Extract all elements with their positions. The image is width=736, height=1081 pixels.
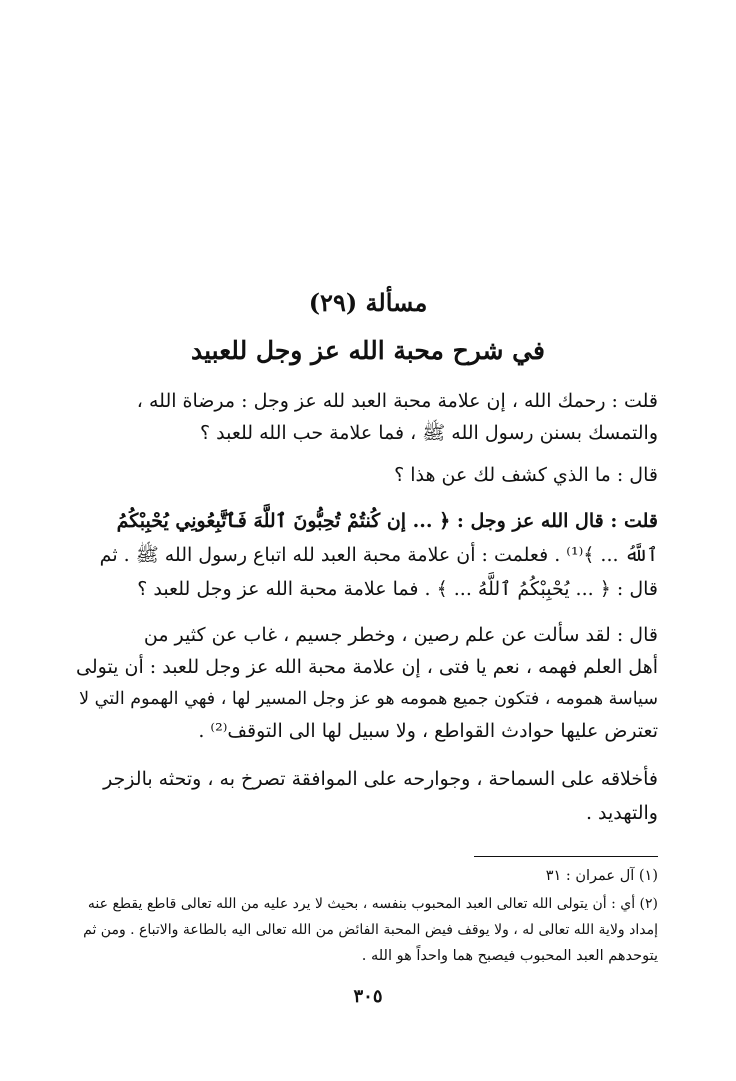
subject-heading: في شرح محبة الله عز وجل للعبيد: [191, 336, 545, 365]
footnote-line: (٢) أي : أن يتولى الله تعالى العبد المحبوب بنفسه ، بحيث لا يرد عليه من الله تعالى قاطع يقطع عنه: [87, 896, 658, 912]
body-line: والتهديد .: [585, 802, 658, 824]
body-line: قلت : رحمك الله ، إن علامة محبة العبد لله عز وجل : مرضاة الله ،: [136, 390, 658, 412]
body-line: سياسة همومه ، فتكون جميع همومه هو عز وجل المسير لها ، فهي الهموم التي لا: [79, 689, 658, 709]
body-line: ٱللَّهُ ... ﴾⁽¹⁾ . فعلمت : أن علامة محبة العبد لله اتباع رسول الله ﷺ . ثم: [99, 544, 658, 566]
body-line: قال : ما الذي كشف لك عن هذا ؟: [394, 464, 658, 486]
body-line: والتمسك بسنن رسول الله ﷺ ، فما علامة حب الله للعبد ؟: [199, 422, 658, 444]
body-line-quran: قلت : قال الله عز وجل : ﴿ ... إن كُنتُمْ تُحِبُّونَ ٱللَّهَ فَٱتَّبِعُونِي يُحْبِبْكُمُ: [116, 510, 658, 532]
body-line: أهل العلم فهمه ، نعم يا فتى ، إن علامة محبة الله عز وجل للعبد : أن يتولى: [76, 656, 658, 678]
footnote-line: يتوحدهم العبد المحبوب فيصبح هما واحداً هو الله .: [361, 948, 658, 964]
page-number: ٣٠٥: [353, 986, 383, 1007]
footnote-line: إمداد ولاية الله تعالى له ، ولا يوقف فيض المحبة الفائض من الله تعالى اليه بالطاعة والاتباع . ومن ثم: [83, 922, 658, 938]
body-line: تعترض عليها حوادث القواطع ، ولا سبيل لها الى التوقف⁽²⁾ .: [198, 720, 658, 742]
body-line: فأخلاقه على السماحة ، وجوارحه على الموافقة تصرخ به ، وتحثه بالزجر: [103, 768, 658, 790]
footnote-divider: [474, 856, 658, 857]
footnote-line: (١) آل عمران : ٣١: [545, 868, 658, 884]
body-line: قال : لقد سألت عن علم رصين ، وخطر جسيم ، غاب عن كثير من: [143, 624, 658, 646]
issue-heading: مسألة (٢٩): [308, 288, 428, 317]
body-line: قال : ﴿ ... يُحْبِبْكُمُ ٱللَّهُ ... ﴾ . فما علامة محبة الله عز وجل للعبد ؟: [137, 578, 658, 600]
